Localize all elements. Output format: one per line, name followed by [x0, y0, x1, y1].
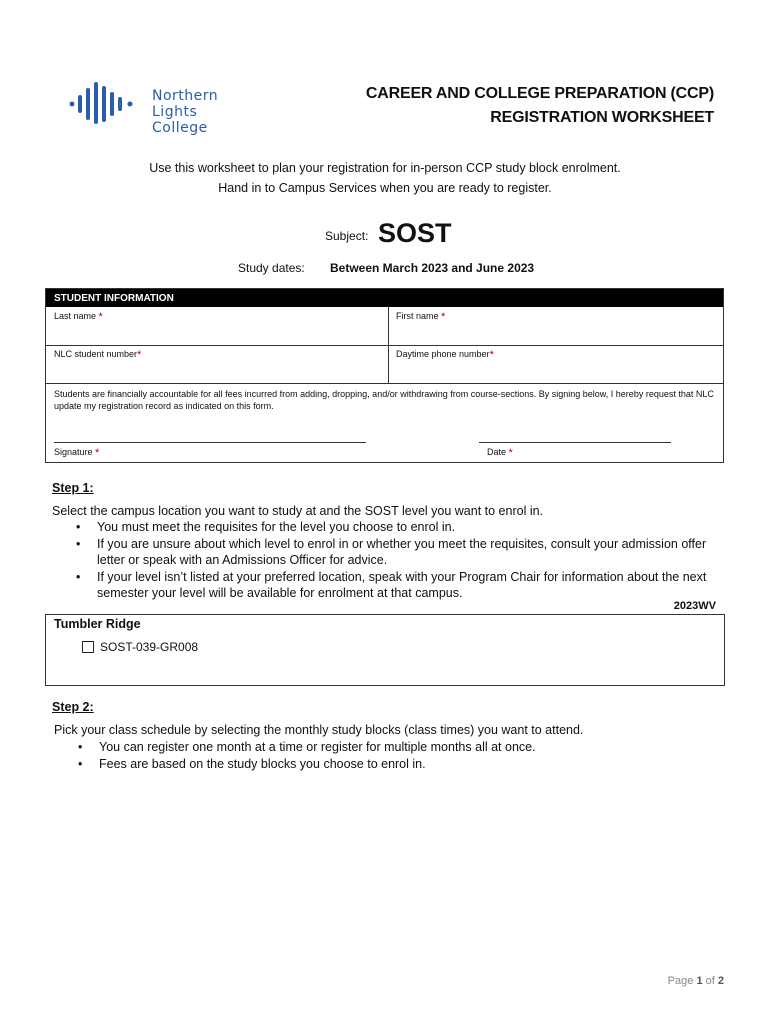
list-item: • If you are unsure about which level to enrol in or whether you meet the requisites, consult your admission offer letter or speak with an Admissions Officer for advice. [76, 536, 716, 569]
last-name-label: Last name [54, 311, 97, 321]
course-label: SOST-039-GR008 [100, 640, 199, 654]
phone-label: Daytime phone number [396, 349, 490, 359]
table-column-divider [388, 307, 389, 383]
title-line-1: CAREER AND COLLEGE PREPARATION (CCP) [365, 85, 714, 102]
table-divider [46, 383, 723, 384]
page-number [668, 975, 724, 987]
student-number-field[interactable] [46, 345, 388, 383]
step-1-heading: Step 1: [52, 481, 94, 495]
intro-line-1: Use this worksheet to plan your registration for in-person CCP study block enrolment. [149, 161, 621, 175]
study-dates-value: Between March 2023 and June 2023 [330, 261, 535, 275]
step-1-text: Select the campus location you want to study at and the SOST level you want to enrol in. [52, 504, 544, 518]
subject-label: Subject: [325, 229, 369, 243]
logo-bars-icon [68, 80, 140, 128]
required-asterisk: * [489, 349, 494, 361]
step-1-bullets [76, 519, 716, 602]
logo-line-2: College [152, 120, 208, 136]
student-information-table [45, 288, 724, 463]
list-item: • If your level isn’t listed at your preferred location, speak with your Program Chair for information about the next semester your level will be available for enrolment at that campus. [76, 569, 716, 602]
required-asterisk: * [137, 349, 142, 361]
logo-text [152, 88, 268, 136]
location-box [45, 614, 725, 686]
financial-statement: Students are financially accountable for all fees incurred from adding, dropping, and/or withdrawing from course-sections. By signing below, I hereby request that NLC update my registration record as indicated on this form. [54, 389, 714, 411]
first-name-field[interactable] [388, 307, 723, 345]
study-dates-label: Study dates: [238, 261, 305, 275]
list-item: • You must meet the requisites for the level you choose to enrol in. [76, 519, 716, 536]
page-of: of [705, 975, 715, 987]
subject-value: SOST [378, 218, 452, 248]
page-current: 1 [696, 975, 703, 987]
signature-label: Signature [54, 447, 93, 457]
step-2-bullets [78, 739, 718, 772]
term-code: 2023WV [673, 600, 716, 612]
course-checkbox[interactable] [82, 641, 94, 653]
date-line[interactable] [479, 442, 671, 443]
college-logo [68, 80, 268, 136]
signature-line[interactable] [54, 442, 366, 443]
required-asterisk: * [98, 311, 103, 323]
intro-text [0, 158, 770, 198]
list-item: • Fees are based on the study blocks you choose to enrol in. [78, 756, 718, 773]
page-total: 2 [717, 975, 724, 987]
student-number-label: NLC student number [54, 349, 138, 359]
last-name-field[interactable] [46, 307, 388, 345]
signature-field [54, 447, 99, 459]
date-field [487, 447, 513, 459]
step-2-text: Pick your class schedule by selecting the monthly study blocks (class times) you want to attend. [54, 723, 584, 737]
step-2-heading: Step 2: [52, 700, 94, 714]
first-name-label: First name [396, 311, 439, 321]
required-asterisk: * [508, 447, 513, 459]
title-line-2: REGISTRATION WORKSHEET [490, 109, 714, 126]
page-prefix: Page [667, 975, 694, 987]
date-label: Date [487, 447, 507, 457]
logo-line-1: Northern Lights [152, 88, 219, 120]
intro-line-2: Hand in to Campus Services when you are ready to register. [218, 181, 552, 195]
student-info-header: STUDENT INFORMATION [46, 289, 723, 307]
phone-field[interactable] [388, 345, 723, 383]
location-name: Tumbler Ridge [54, 617, 141, 631]
list-item: • You can register one month at a time or register for multiple months all at once. [78, 739, 718, 756]
required-asterisk: * [441, 311, 446, 323]
required-asterisk: * [95, 447, 100, 459]
document-title [366, 82, 714, 130]
